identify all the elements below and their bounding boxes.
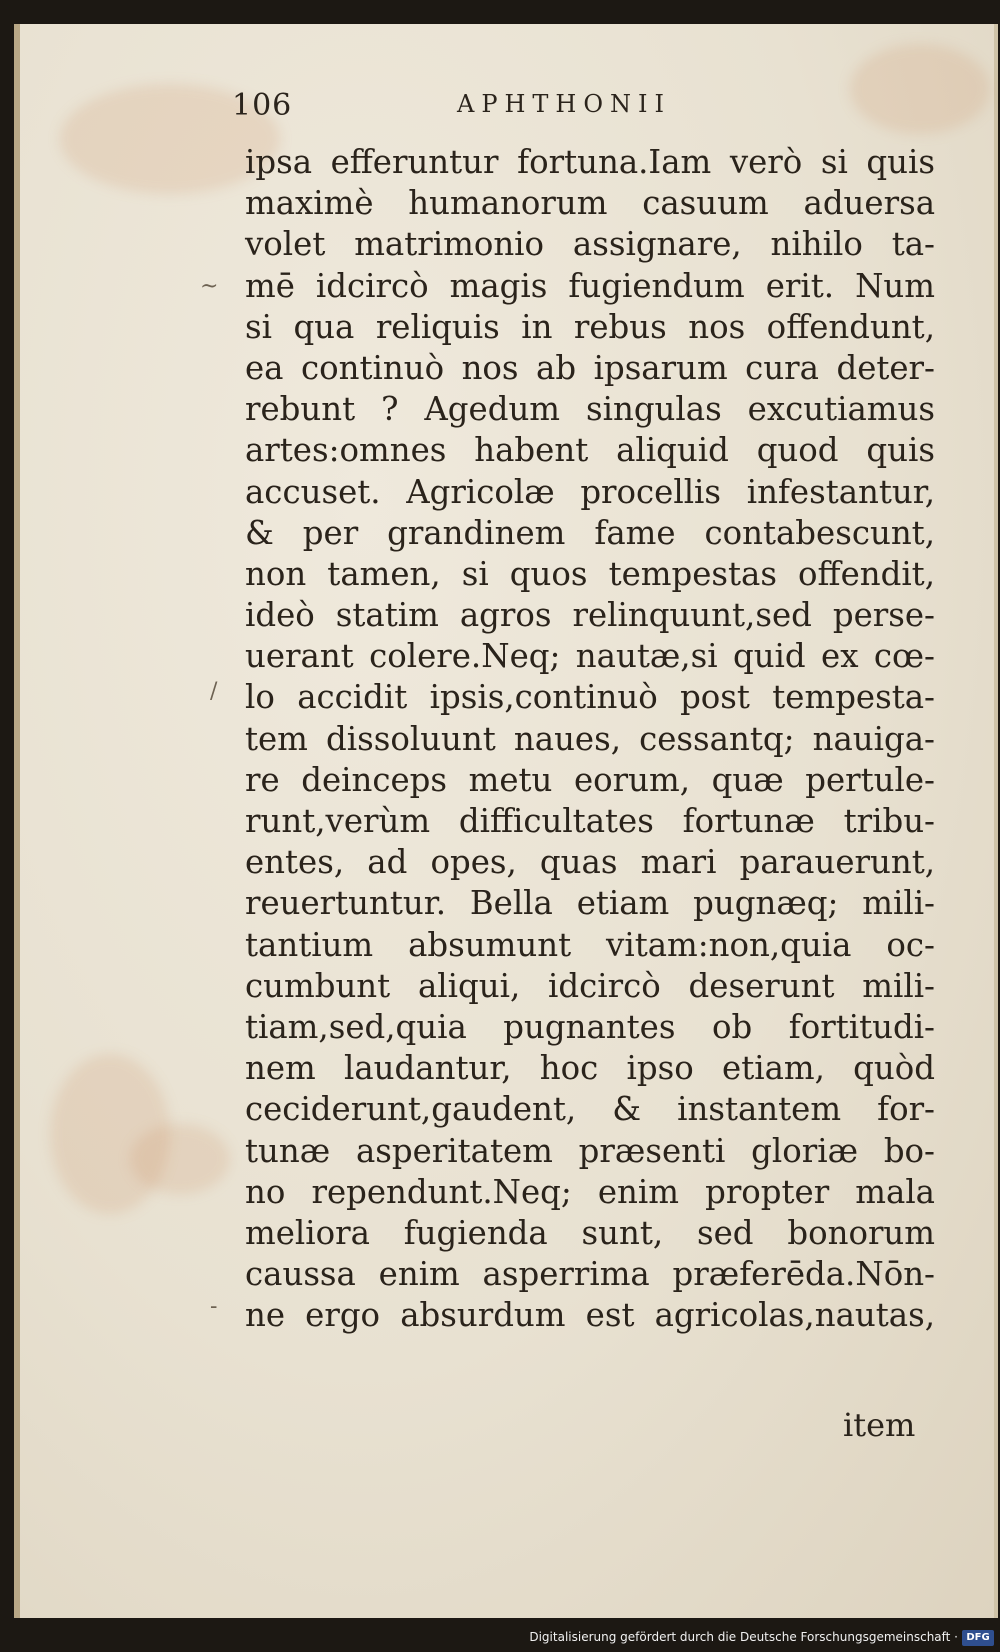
text-line: si qua reliquis in rebus nos offendunt, xyxy=(245,307,935,346)
text-line: non tamen, si quos tempestas offendit, xyxy=(245,554,935,593)
text-line: tiam,sed,quia pugnantes ob fortitudi- xyxy=(245,1007,935,1046)
text-line: ideò statim agros relinquunt,sed perse- xyxy=(245,596,935,635)
text-line: reuertuntur. Bella etiam pugnæq; mili- xyxy=(245,884,935,923)
text-line: maximè humanorum casuum aduersa xyxy=(245,184,935,223)
text-line: accuset. Agricolæ procellis infestantur, xyxy=(245,472,935,511)
text-line: lo accidit ipsis,continuò post tempesta- xyxy=(245,678,935,717)
foxing-stain xyxy=(130,1124,230,1194)
text-line: runt,verùm difficultates fortunæ tribu- xyxy=(245,802,935,840)
text-line: mē idcircò magis fugiendum erit. Num xyxy=(245,266,935,305)
text-line: meliora fugienda sunt, sed bonorum xyxy=(245,1213,935,1252)
text-line: artes:omnes habent aliquid quod quis xyxy=(245,431,935,470)
text-line: re deinceps metu eorum, quæ pertule- xyxy=(245,760,935,799)
text-line: rebunt ? Agedum singulas excutiamus xyxy=(245,390,935,429)
page-edge xyxy=(994,24,998,1618)
text-line: ceciderunt,gaudent, & instantem for- xyxy=(245,1090,935,1129)
margin-mark: / xyxy=(210,679,218,704)
catchword: item xyxy=(843,1406,916,1444)
running-title: APHTHONII xyxy=(457,90,671,118)
text-line: no rependunt.Neq; enim propter mala xyxy=(245,1172,935,1211)
margin-mark: - xyxy=(210,1294,218,1319)
text-line: tunæ asperitatem præsenti gloriæ bo- xyxy=(245,1131,935,1170)
text-line: ne ergo absurdum est agricolas,nautas, xyxy=(245,1296,935,1335)
body-text xyxy=(245,142,935,1336)
text-line: entes, ad opes, quas mari parauerunt, xyxy=(245,843,935,882)
text-line: ipsa efferuntur fortuna.Iam verò si quis xyxy=(245,143,935,181)
text-line: tantium absumunt vitam:non,quia oc- xyxy=(245,925,935,964)
text-line: volet matrimonio assignare, nihilo ta- xyxy=(245,225,935,264)
margin-mark: ~ xyxy=(200,274,219,299)
foxing-stain xyxy=(850,44,990,134)
text-line: & per grandinem fame contabescunt, xyxy=(245,513,935,552)
running-head xyxy=(232,88,772,128)
digitization-footer xyxy=(0,1626,1000,1652)
text-line: uerant colere.Neq; nautæ,si quid ex cœ- xyxy=(245,637,935,676)
text-line: tem dissoluunt naues, cessantq; nauiga- xyxy=(245,719,935,758)
text-line: cumbunt aliqui, idcircò deserunt mili- xyxy=(245,966,935,1005)
page-number: 106 xyxy=(232,88,293,123)
text-line: caussa enim asperrima præferēda.Nōn- xyxy=(245,1255,935,1294)
funding-note: Digitalisierung gefördert durch die Deutsche Forschungsgemeinschaft · xyxy=(529,1630,958,1644)
text-line: ea continuò nos ab ipsarum cura deter- xyxy=(245,348,935,387)
text-line: nem laudantur, hoc ipso etiam, quòd xyxy=(245,1049,935,1088)
dfg-logo: DFG xyxy=(962,1630,994,1646)
